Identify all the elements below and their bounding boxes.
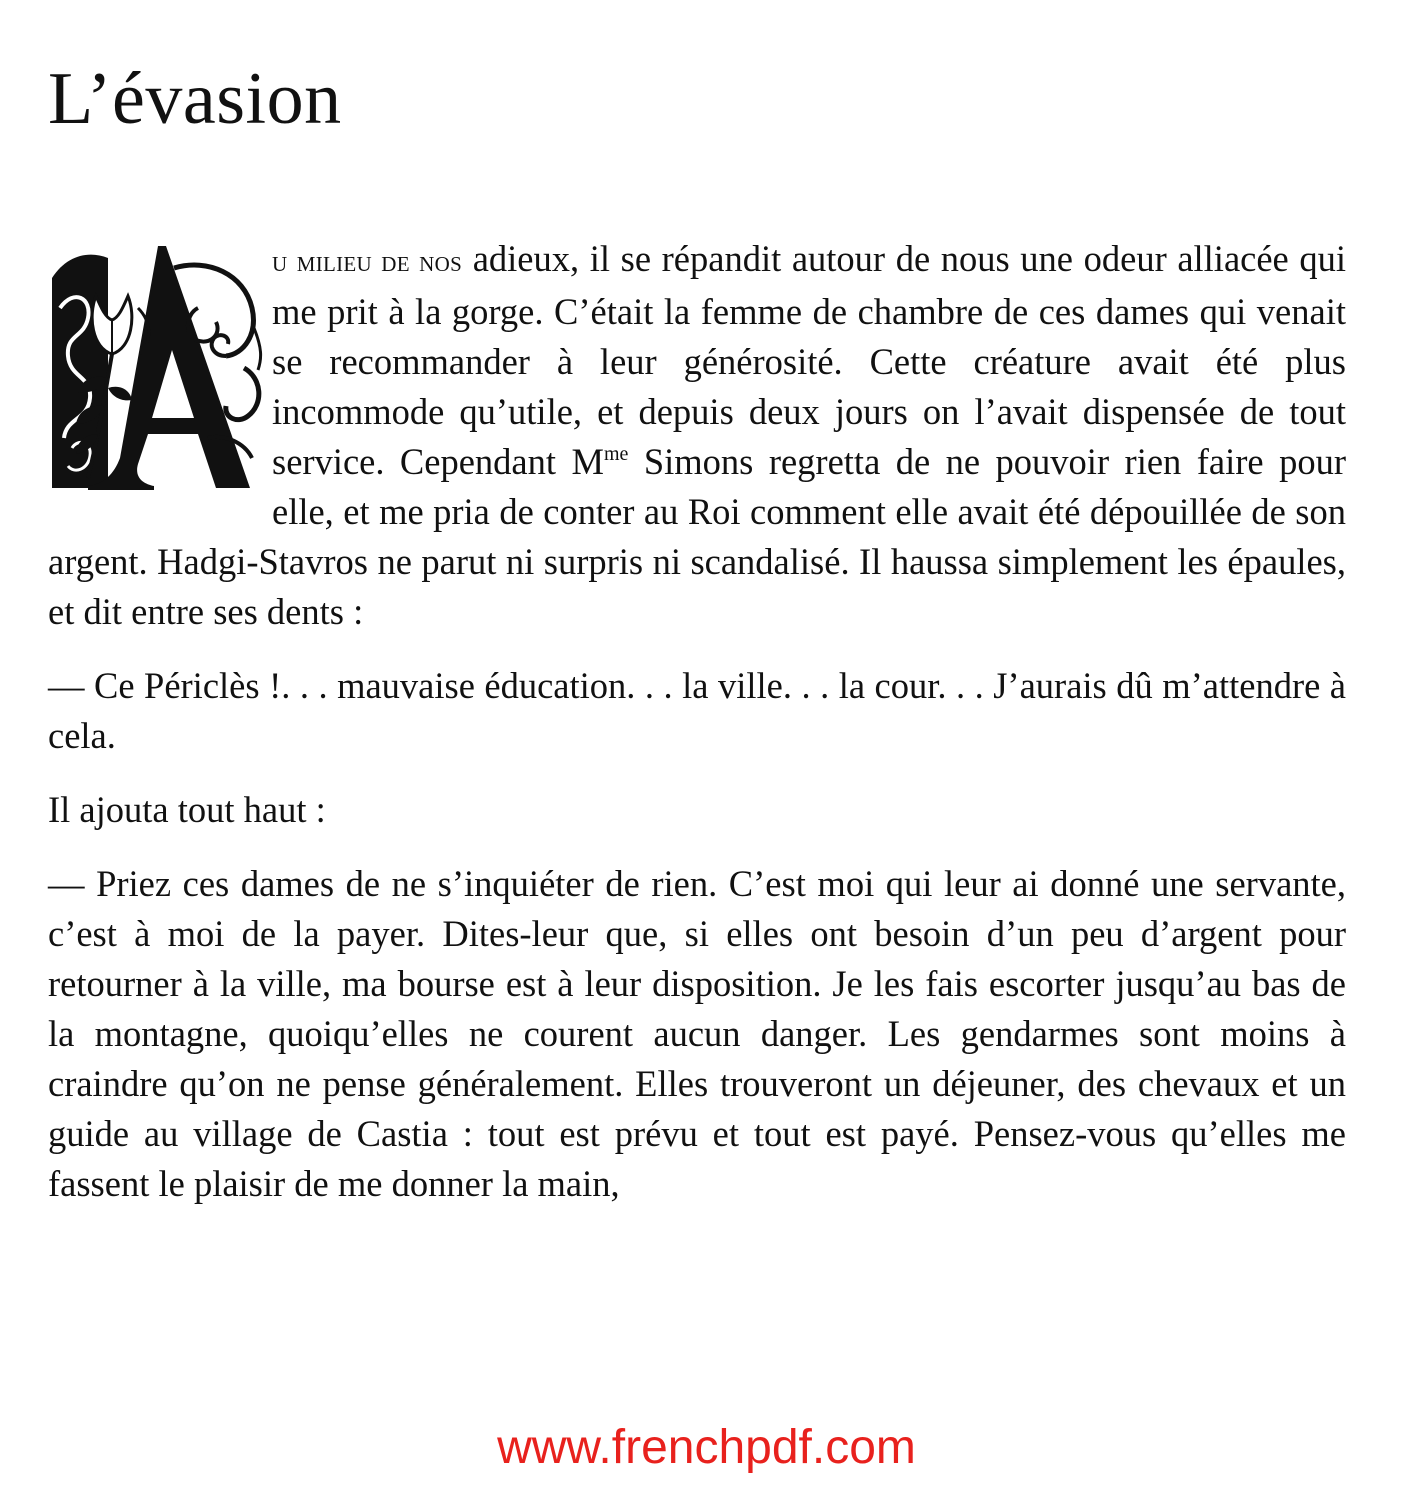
paragraph: Il ajouta tout haut : xyxy=(48,789,326,830)
watermark-link[interactable]: www.frenchpdf.com xyxy=(497,1421,916,1474)
paragraph-text: adieux, il se répandit autour de nous une odeur alliacée qui me prit à la gorge. C’était la femme de chambre de ces dames qui venait se recommander à leur générosité. Cette créature avait été plus incommode qu’utile, et depuis deux jours on l’avait dispensée de tout service. Cependant M xyxy=(272,238,1347,482)
paragraph: — Ce Périclès !. . . mauvaise éducation. . . la ville. . . la cour. . . J’aurais dû m’attendre à cela. xyxy=(48,665,1346,756)
superscript: me xyxy=(603,443,629,465)
paragraph: — Priez ces dames de ne s’inquiéter de rien. C’est moi qui leur ai donné une servante, c’est à moi de la payer. Dites-leur que, si elles ont besoin d’un peu d’argent pour retourner à la ville, ma bourse est à leur disposition. Je les fais escorter jusqu’au bas de la montagne, quoiqu’elles ne courent aucun danger. Les gendarmes sont moins à craindre qu’on ne pense généralement. Elles trouveront un déjeuner, des chevaux et un guide au village de Castia : tout est prévu et tout est payé. Pensez-vous qu’elles me fassent le plaisir de me donner la main, xyxy=(48,863,1346,1204)
chapter-title: L’évasion xyxy=(48,58,342,140)
paragraph-text: Simons regretta de ne pouvoir rien faire pour elle, et me pria de conter au Roi comment elle avait été dépouillée de son argent. Hadgi-Stavros ne parut ni surpris ni scandalisé. Il haussa simplement les épaules, et dit entre ses dents : xyxy=(48,441,1346,632)
ornate-dropcap xyxy=(48,238,266,494)
dropcap-illustration xyxy=(48,238,266,494)
book-page xyxy=(48,0,1348,1511)
lead-in-smallcaps: u milieu de nos xyxy=(272,245,463,278)
body-text xyxy=(48,234,1346,1209)
